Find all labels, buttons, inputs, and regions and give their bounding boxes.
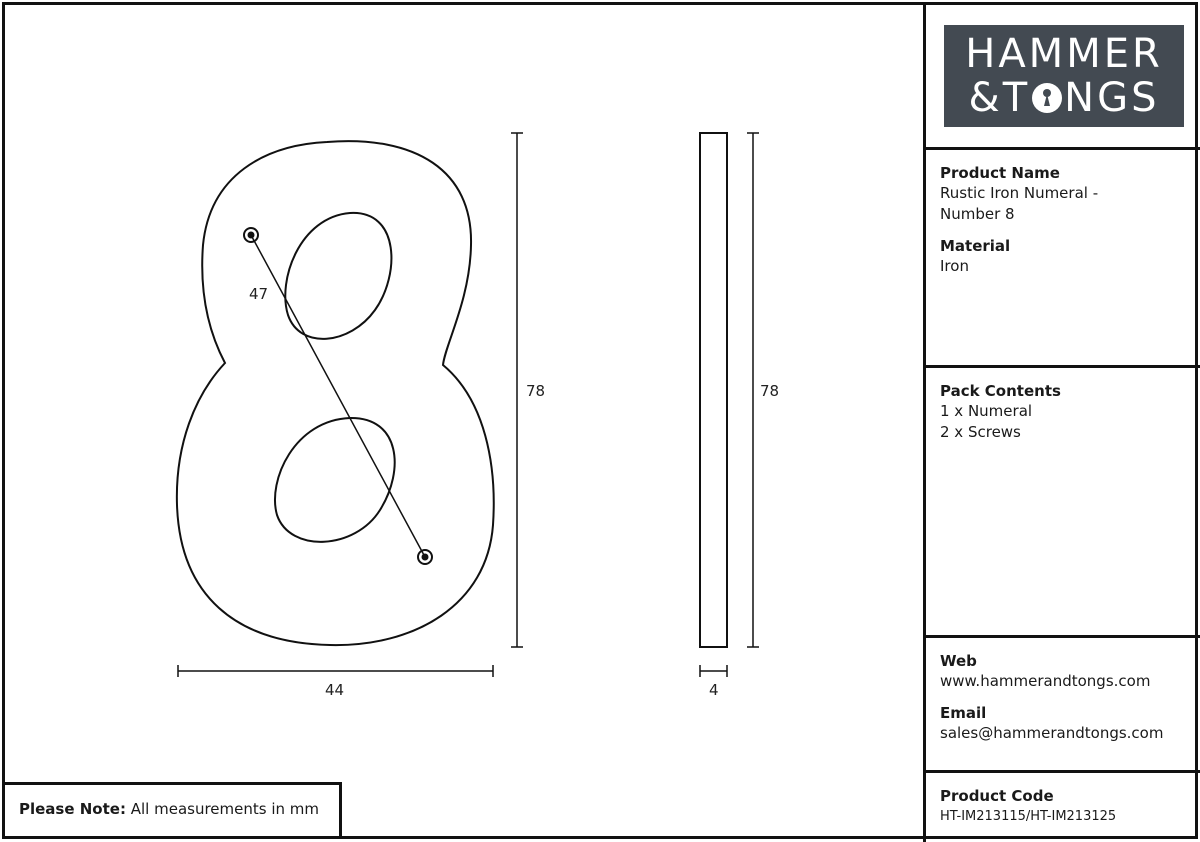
- logo-t: T: [1002, 75, 1031, 121]
- keyhole-icon: [1032, 83, 1062, 113]
- note-text: All measurements in mm: [130, 800, 320, 818]
- contact-cell: [923, 638, 1200, 773]
- side-height-dimension: [747, 133, 759, 647]
- product-code-value: HT-IM213115/HT-IM213125: [940, 809, 1117, 824]
- web-link[interactable]: www.hammerandtongs.com: [940, 672, 1151, 690]
- side-height-label: 78: [760, 382, 780, 400]
- logo-cell: [923, 5, 1200, 150]
- pack-item: 1 x Numeral: [940, 402, 1033, 420]
- numeral-8-lower-counter: [275, 418, 395, 542]
- front-height-label: 78: [526, 382, 546, 400]
- hole-spacing-line: [251, 235, 425, 557]
- numeral-8-upper-counter: [285, 213, 391, 339]
- pack-contents-label: Pack Contents: [940, 382, 1061, 400]
- product-name-label: Product Name: [940, 164, 1060, 182]
- technical-drawing: [5, 5, 920, 842]
- material-label: Material: [940, 237, 1011, 255]
- product-info-cell: [923, 150, 1200, 368]
- front-width-dimension: [178, 665, 493, 677]
- brand-logo: [944, 25, 1184, 127]
- logo-line-2: [969, 76, 1160, 120]
- product-name-line-1: Rustic Iron Numeral -: [940, 184, 1099, 202]
- front-width-label: 44: [325, 681, 345, 699]
- side-depth-label: 4: [709, 681, 719, 699]
- info-panel: [923, 5, 1200, 842]
- pack-contents-cell: [923, 368, 1200, 638]
- side-depth-dimension: [700, 665, 727, 677]
- material-value: Iron: [940, 257, 969, 275]
- email-label: Email: [940, 704, 987, 722]
- email-link[interactable]: sales@hammerandtongs.com: [940, 724, 1164, 742]
- logo-line-1: HAMMER: [965, 31, 1163, 77]
- logo-ampersand: &: [968, 75, 1003, 121]
- note-label: Please Note:: [19, 800, 126, 818]
- logo-ngs: NGS: [1064, 75, 1160, 121]
- product-name-line-2: Number 8: [940, 205, 1015, 223]
- drawing-sheet: [2, 2, 1198, 839]
- product-code-cell: [923, 773, 1200, 842]
- pack-item: 2 x Screws: [940, 423, 1021, 441]
- product-code-label: Product Code: [940, 787, 1054, 805]
- side-view-profile: [700, 133, 727, 647]
- front-height-dimension: [511, 133, 523, 647]
- measurement-note: [5, 782, 342, 836]
- web-label: Web: [940, 652, 977, 670]
- hole-spacing-label: 47: [249, 285, 269, 303]
